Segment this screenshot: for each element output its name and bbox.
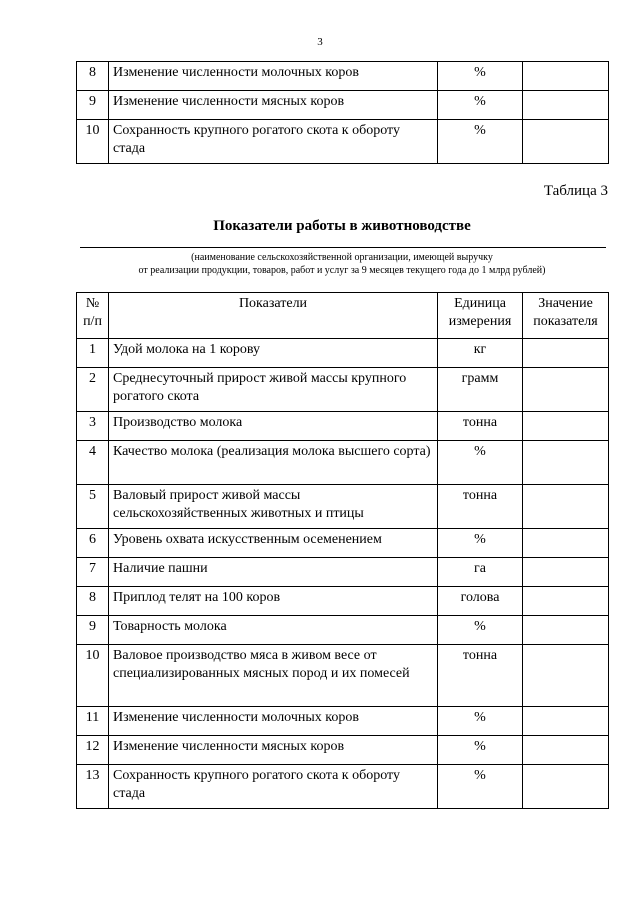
row-number: 11	[77, 707, 109, 736]
value-cell	[523, 62, 609, 91]
table-row	[77, 62, 609, 91]
indicator-name: Удой молока на 1 корову	[109, 339, 438, 368]
row-number: 1	[77, 339, 109, 368]
table-row	[77, 368, 609, 412]
row-number: 10	[77, 645, 109, 707]
row-number: 2	[77, 368, 109, 412]
table-row	[77, 91, 609, 120]
row-number: 8	[77, 62, 109, 91]
table-header-row	[77, 293, 609, 339]
unit-cell: %	[438, 707, 523, 736]
value-cell	[523, 120, 609, 164]
unit-cell: тонна	[438, 645, 523, 707]
table-row	[77, 765, 609, 809]
caption-line: от реализации продукции, товаров, работ и услуг за 9 месяцев текущего года до 1 млрд рублей)	[138, 265, 546, 276]
indicator-name: Изменение численности молочных коров	[109, 62, 438, 91]
header-indicators: Показатели	[109, 293, 438, 339]
indicator-name: Уровень охвата искусственным осеменением	[109, 529, 438, 558]
row-number: 9	[77, 91, 109, 120]
indicator-name: Производство молока	[109, 412, 438, 441]
table-continuation	[76, 61, 609, 164]
unit-cell: тонна	[438, 485, 523, 529]
unit-cell: %	[438, 441, 523, 485]
table-row	[77, 441, 609, 485]
row-number: 9	[77, 616, 109, 645]
table-row	[77, 645, 609, 707]
header-unit: Единица измерения	[438, 293, 523, 339]
table-row	[77, 412, 609, 441]
row-number: 8	[77, 587, 109, 616]
value-cell	[523, 736, 609, 765]
indicator-name: Сохранность крупного рогатого скота к обороту стада	[109, 765, 438, 809]
indicator-name: Валовое производство мяса в живом весе от специализированных мясных пород и их помесей	[109, 645, 438, 707]
value-cell	[523, 368, 609, 412]
row-number: 7	[77, 558, 109, 587]
value-cell	[523, 616, 609, 645]
page-number: 3	[317, 36, 323, 48]
livestock-indicators-table	[76, 292, 609, 809]
row-number: 10	[77, 120, 109, 164]
indicator-name: Среднесуточный прирост живой массы крупного рогатого скота	[109, 368, 438, 412]
unit-cell: голова	[438, 587, 523, 616]
value-cell	[523, 707, 609, 736]
organization-caption	[76, 251, 608, 277]
unit-cell: %	[438, 120, 523, 164]
table-label: Таблица 3	[543, 183, 608, 199]
value-cell	[523, 558, 609, 587]
indicator-name: Качество молока (реализация молока высшего сорта)	[109, 441, 438, 485]
row-number: 13	[77, 765, 109, 809]
indicator-name: Изменение численности мясных коров	[109, 91, 438, 120]
unit-cell: %	[438, 736, 523, 765]
table-row	[77, 529, 609, 558]
value-cell	[523, 339, 609, 368]
indicator-name: Наличие пашни	[109, 558, 438, 587]
table-row	[77, 120, 609, 164]
unit-cell: %	[438, 529, 523, 558]
header-value: Значение показателя	[523, 293, 609, 339]
indicator-name: Товарность молока	[109, 616, 438, 645]
table-row	[77, 616, 609, 645]
table-row	[77, 736, 609, 765]
unit-cell: тонна	[438, 412, 523, 441]
table-row	[77, 558, 609, 587]
value-cell	[523, 587, 609, 616]
indicator-name: Изменение численности молочных коров	[109, 707, 438, 736]
unit-cell: %	[438, 62, 523, 91]
indicator-name: Валовый прирост живой массы сельскохозяйственных животных и птицы	[109, 485, 438, 529]
row-number: 6	[77, 529, 109, 558]
indicator-name: Приплод телят на 100 коров	[109, 587, 438, 616]
value-cell	[523, 645, 609, 707]
unit-cell: %	[438, 765, 523, 809]
table-row	[77, 485, 609, 529]
unit-cell: грамм	[438, 368, 523, 412]
value-cell	[523, 485, 609, 529]
value-cell	[523, 91, 609, 120]
row-number: 4	[77, 441, 109, 485]
value-cell	[523, 529, 609, 558]
table-row	[77, 587, 609, 616]
table-row	[77, 339, 609, 368]
row-number: 3	[77, 412, 109, 441]
indicator-name: Изменение численности мясных коров	[109, 736, 438, 765]
row-number: 12	[77, 736, 109, 765]
unit-cell: %	[438, 616, 523, 645]
table-row	[77, 707, 609, 736]
value-cell	[523, 441, 609, 485]
row-number: 5	[77, 485, 109, 529]
unit-cell: га	[438, 558, 523, 587]
value-cell	[523, 765, 609, 809]
table-title: Показатели работы в животноводстве	[213, 218, 471, 234]
header-number: № п/п	[77, 293, 109, 339]
unit-cell: %	[438, 91, 523, 120]
caption-line: (наименование сельскохозяйственной организации, имеющей выручку	[191, 252, 493, 263]
value-cell	[523, 412, 609, 441]
unit-cell: кг	[438, 339, 523, 368]
indicator-name: Сохранность крупного рогатого скота к обороту стада	[109, 120, 438, 164]
organization-name-line	[80, 247, 606, 248]
